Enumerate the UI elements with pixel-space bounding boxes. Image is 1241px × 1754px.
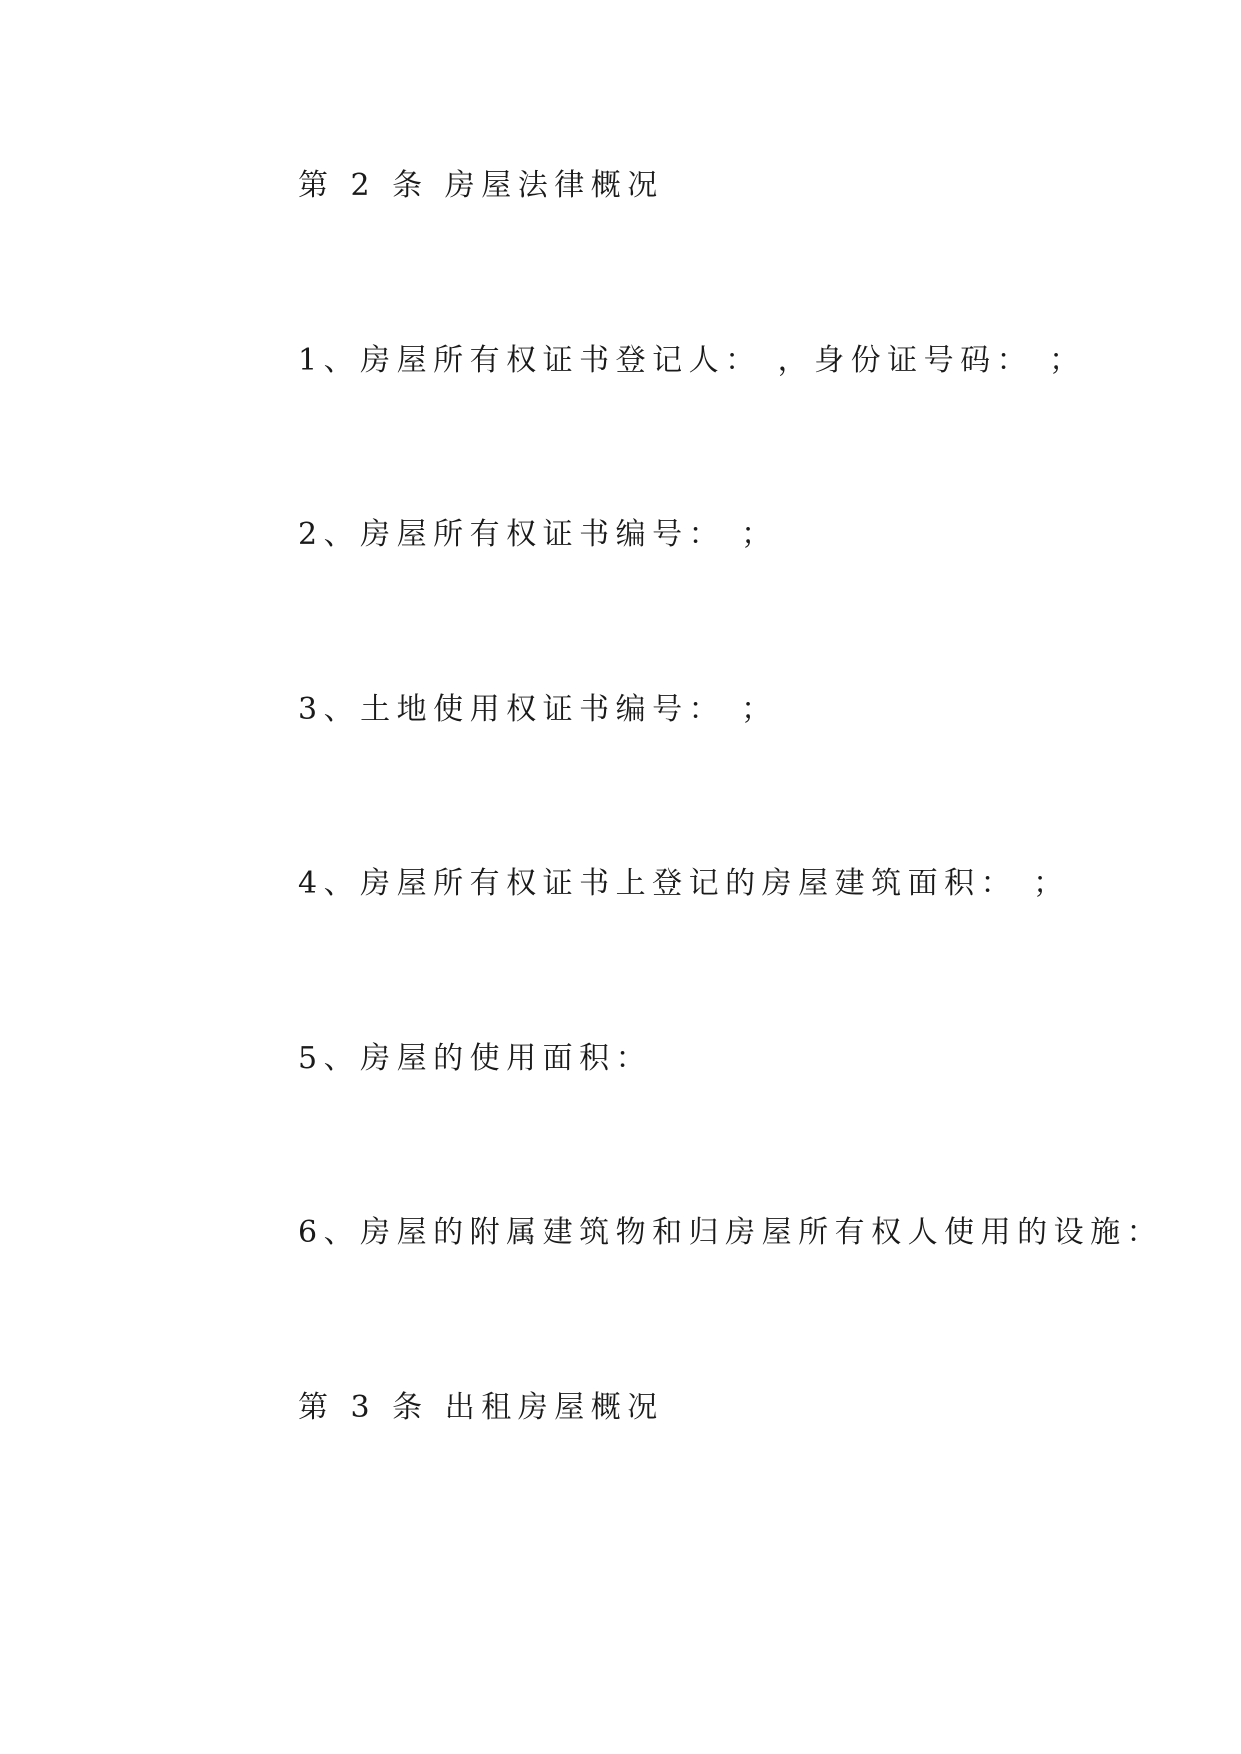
- clause-item-3: 3、土地使用权证书编号： ；: [298, 692, 778, 727]
- article-2-heading: 第 2 条 房屋法律概况: [298, 168, 664, 203]
- clause-item-6: 6、房屋的附属建筑物和归房屋所有权人使用的设施：: [298, 1215, 1164, 1250]
- clause-item-2: 2、房屋所有权证书编号： ；: [298, 517, 778, 552]
- clause-item-1: 1、房屋所有权证书登记人： ，身份证号码： ；: [298, 343, 1086, 378]
- article-3-heading: 第 3 条 出租房屋概况: [298, 1390, 664, 1425]
- clause-item-4: 4、房屋所有权证书上登记的房屋建筑面积： ；: [298, 866, 1070, 901]
- clause-item-5: 5、房屋的使用面积：: [298, 1041, 653, 1076]
